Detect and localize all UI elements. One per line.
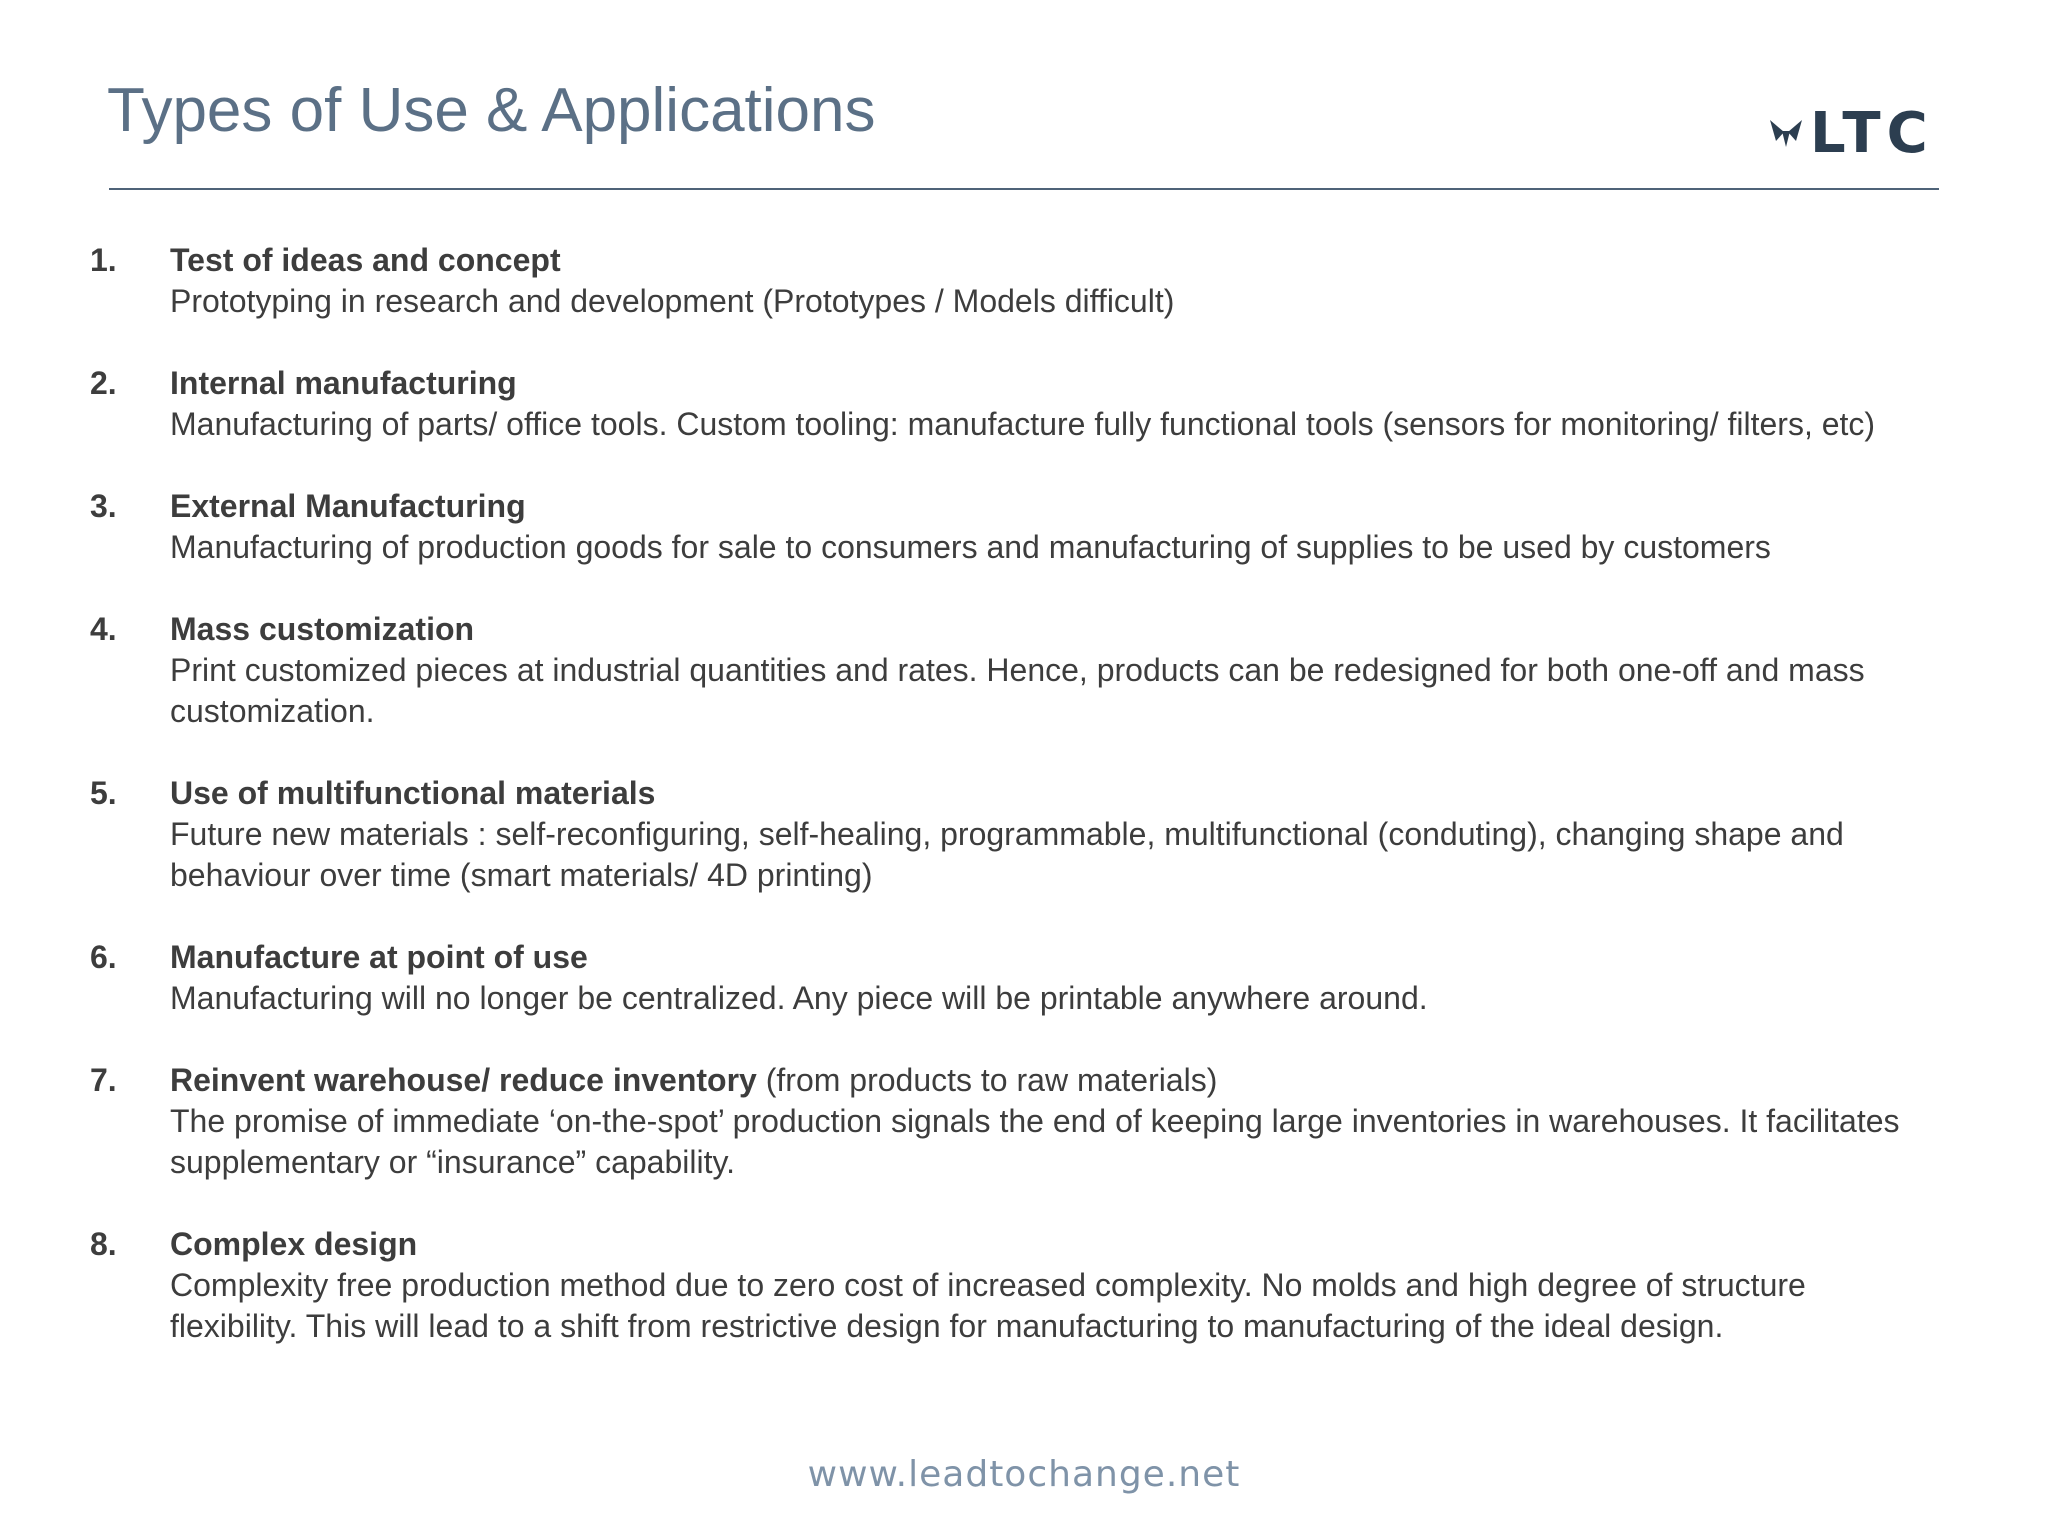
item-title: Complex design (170, 1226, 418, 1262)
logo-text: LTC (1810, 101, 1934, 166)
applications-list (90, 240, 1910, 1388)
item-number: 2. (90, 365, 117, 401)
item-number: 7. (90, 1062, 117, 1098)
item-description: Future new materials : self-reconfiguring, self-healing, programmable, multifunctional (conduting), changing shape and behaviour over time (smart materials/ 4D printing) (170, 816, 1844, 893)
list-item (90, 1060, 1910, 1183)
item-title: Internal manufacturing (170, 365, 517, 401)
title-divider (109, 188, 1939, 190)
item-number: 4. (90, 611, 117, 647)
item-title: Manufacture at point of use (170, 939, 588, 975)
item-title: Mass customization (170, 611, 475, 647)
item-title: Use of multifunctional materials (170, 775, 656, 811)
list-item (90, 363, 1910, 445)
item-description: Complexity free production method due to zero cost of increased complexity. No molds and high degree of structure flexibility. This will lead to a shift from restrictive design for manufacturing to manufacturing of the ideal design. (170, 1267, 1806, 1344)
slide-title: Types of Use & Applications (107, 76, 876, 145)
list-item (90, 240, 1910, 322)
ltc-logo (1768, 102, 1934, 166)
item-description: Manufacturing of production goods for sale to consumers and manufacturing of supplies to be used by customers (170, 529, 1771, 565)
list-item (90, 609, 1910, 732)
list-item (90, 1224, 1910, 1347)
item-title: Test of ideas and concept (170, 242, 561, 278)
item-description: Manufacturing of parts/ office tools. Custom tooling: manufacture fully functional tools (sensors for monitoring/ filters, etc) (170, 406, 1876, 442)
item-description: Prototyping in research and development (Prototypes / Models difficult) (170, 283, 1175, 319)
item-number: 1. (90, 242, 117, 278)
item-number: 8. (90, 1226, 117, 1262)
item-number: 5. (90, 775, 117, 811)
list-item (90, 773, 1910, 896)
item-title-suffix: (from products to raw materials) (756, 1062, 1218, 1098)
item-number: 6. (90, 939, 117, 975)
butterfly-icon (1768, 117, 1804, 151)
item-description: Print customized pieces at industrial quantities and rates. Hence, products can be redesigned for both one-off and mass customization. (170, 652, 1865, 729)
list-item (90, 486, 1910, 568)
item-title: External Manufacturing (170, 488, 526, 524)
item-description: The promise of immediate ‘on-the-spot’ production signals the end of keeping large inventories in warehouses. It facilitates supplementary or “insurance” capability. (170, 1103, 1900, 1180)
footer-website: www.leadtochange.net (807, 1454, 1241, 1495)
item-title: Reinvent warehouse/ reduce inventory (170, 1062, 757, 1098)
list-item (90, 937, 1910, 1019)
item-number: 3. (90, 488, 117, 524)
item-description: Manufacturing will no longer be centralized. Any piece will be printable anywhere around. (170, 980, 1428, 1016)
